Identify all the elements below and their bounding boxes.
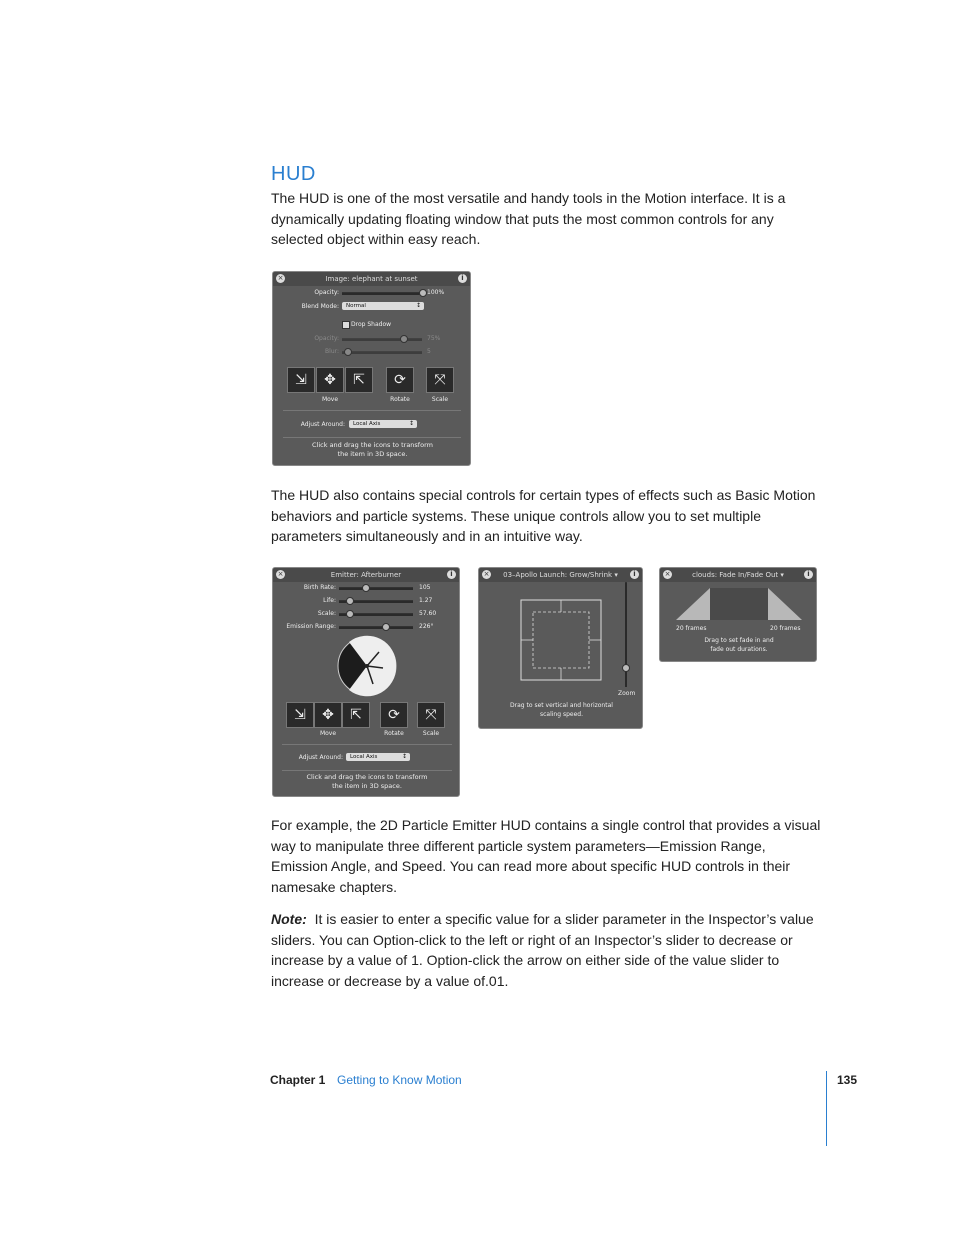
adjust-around-value: Local Axis (350, 754, 378, 760)
opacity-label: Opacity: (314, 289, 339, 296)
emission-range-label: Emission Range: (286, 623, 336, 630)
birth-rate-slider[interactable] (339, 587, 413, 590)
drop-shadow-label: Drop Shadow (351, 321, 392, 328)
adjust-around-label: Adjust Around: (298, 754, 343, 761)
zoom-label: Zoom (618, 690, 636, 697)
note-text: It is easier to enter a specific value for a slider parameter in the Inspector’s value sliders. You can Option-click to the left or right of an Inspector’s slider to decrease or increase by a value of 1. Option-click the arrow on either side of the value slider to increase or decrease by a value of.01. (271, 911, 814, 989)
close-icon[interactable]: × (664, 570, 671, 578)
adjust-around-popup[interactable] (349, 420, 417, 428)
life-value: 1.27 (419, 597, 433, 604)
footer-chapter-title[interactable]: Getting to Know Motion (337, 1073, 462, 1087)
divider (282, 744, 452, 745)
hud-title: Image: elephant at sunset (325, 275, 418, 283)
scale-caption: Scale (431, 396, 449, 403)
opacity-slider[interactable] (342, 292, 422, 295)
shadow-opacity-value: 75% (427, 335, 441, 342)
rotate-icon[interactable]: ⟳ (380, 702, 408, 728)
info-icon[interactable]: i (804, 570, 813, 579)
divider (283, 410, 461, 411)
hud-title: Emitter: Afterburner (330, 571, 402, 579)
note-label: Note: (271, 911, 307, 927)
close-icon[interactable]: × (277, 570, 284, 578)
hud-title: 03–Apollo Launch: Grow/Shrink ▾ (503, 571, 618, 579)
zoom-slider-knob[interactable] (622, 664, 630, 672)
hint-line: scaling speed. (540, 711, 583, 718)
move-caption: Move (321, 396, 339, 403)
emission-range-value: 226° (419, 623, 434, 630)
note-paragraph (271, 909, 823, 991)
scale-caption: Scale (422, 730, 440, 737)
hint-line: the item in 3D space. (337, 450, 408, 458)
hud-hint (660, 636, 817, 654)
emission-range-slider[interactable] (339, 626, 413, 629)
emitter-hud-panel (272, 567, 460, 797)
move-z-icon[interactable]: ⇱ (342, 702, 370, 728)
rotate-icon[interactable]: ⟳ (386, 367, 414, 393)
move-xy-icon[interactable]: ✥ (316, 367, 344, 393)
fade-out-frames: 20 frames (770, 625, 801, 632)
hint-line: the item in 3D space. (332, 782, 402, 790)
hint-line: Drag to set fade in and (704, 637, 774, 644)
info-icon[interactable]: i (447, 570, 456, 579)
hint-line: fade out durations. (710, 646, 768, 653)
info-icon[interactable]: i (630, 570, 639, 579)
info-icon[interactable]: i (458, 274, 467, 283)
birth-rate-value: 105 (419, 584, 431, 591)
scale-knob[interactable] (346, 610, 354, 618)
blur-value: 5 (427, 348, 431, 355)
fade-hud-panel (659, 567, 817, 662)
divider (282, 770, 452, 771)
hud-titlebar (660, 568, 816, 582)
shadow-opacity-label: Opacity: (314, 335, 339, 342)
fade-trapezoid-control[interactable] (674, 586, 804, 622)
close-icon[interactable]: × (277, 274, 284, 282)
move-x-icon[interactable]: ⇲ (287, 367, 315, 393)
adjust-around-popup[interactable] (346, 753, 410, 761)
hud-title: clouds: Fade In/Fade Out ▾ (692, 571, 784, 579)
scale-speed-control[interactable] (509, 596, 609, 692)
scale-value: 57.60 (419, 610, 437, 617)
blur-slider[interactable] (342, 351, 422, 354)
hud-titlebar (273, 568, 459, 582)
close-icon[interactable]: × (483, 570, 490, 578)
hud-titlebar (273, 272, 470, 286)
blend-mode-popup[interactable] (342, 302, 424, 310)
drop-shadow-checkbox[interactable] (342, 321, 350, 329)
footer-divider (826, 1071, 827, 1146)
move-x-icon[interactable]: ⇲ (286, 702, 314, 728)
move-z-icon[interactable]: ⇱ (345, 367, 373, 393)
scale-icon[interactable]: ⤧ (426, 367, 454, 393)
hud-hint (273, 441, 471, 459)
opacity-slider-knob[interactable] (419, 289, 427, 297)
life-label: Life: (323, 597, 336, 604)
footer-chapter: Chapter 1 (270, 1073, 326, 1087)
shadow-opacity-slider[interactable] (342, 338, 422, 341)
paragraph-3: For example, the 2D Particle Emitter HUD contains a single control that provides a visual way to manipulate three different particle system parameters—Emission Range, Emission Angle, and Speed. You can read more about specific HUD controls in their namesake chapters. (271, 817, 821, 895)
hint-line: Click and drag the icons to transform (306, 773, 428, 781)
emission-range-dial[interactable] (335, 634, 399, 698)
blur-slider-knob[interactable] (344, 348, 352, 356)
move-caption: Move (319, 730, 337, 737)
section-title: HUD (271, 163, 316, 185)
rotate-caption: Rotate (390, 396, 410, 403)
opacity-value: 100% (427, 289, 445, 296)
grow-shrink-hud-panel (478, 567, 643, 729)
scale-icon[interactable]: ⤧ (417, 702, 445, 728)
hud-hint (484, 701, 639, 719)
birth-rate-knob[interactable] (362, 584, 370, 592)
page-number: 135 (837, 1073, 858, 1087)
emission-range-knob[interactable] (382, 623, 390, 631)
move-xy-icon[interactable]: ✥ (314, 702, 342, 728)
life-knob[interactable] (346, 597, 354, 605)
adjust-around-label: Adjust Around: (300, 421, 345, 428)
adjust-around-value: Local Axis (353, 421, 381, 427)
blend-mode-label: Blend Mode: (301, 303, 339, 310)
scale-label: Scale: (317, 610, 336, 617)
hud-titlebar (479, 568, 642, 582)
hint-line: Click and drag the icons to transform (312, 441, 433, 449)
image-hud-panel (272, 271, 471, 466)
divider (283, 437, 461, 438)
hint-line: Drag to set vertical and horizontal (510, 702, 613, 709)
shadow-opacity-knob[interactable] (400, 335, 408, 343)
intro-paragraph: The HUD is one of the most versatile and handy tools in the Motion interface. It is a dynamically updating floating window that puts the most common controls for any selected object within easy reach. (271, 190, 786, 247)
rotate-caption: Rotate (384, 730, 404, 737)
blur-label: Blur: (325, 348, 339, 355)
paragraph-2: The HUD also contains special controls for certain types of effects such as Basic Motion behaviors and particle systems. These unique controls allow you to set multiple parameters simultaneously and in an intuitive way. (271, 487, 816, 544)
birth-rate-label: Birth Rate: (303, 584, 336, 591)
fade-in-frames: 20 frames (676, 625, 707, 632)
hud-hint (273, 773, 460, 791)
blend-mode-value: Normal (346, 303, 366, 309)
